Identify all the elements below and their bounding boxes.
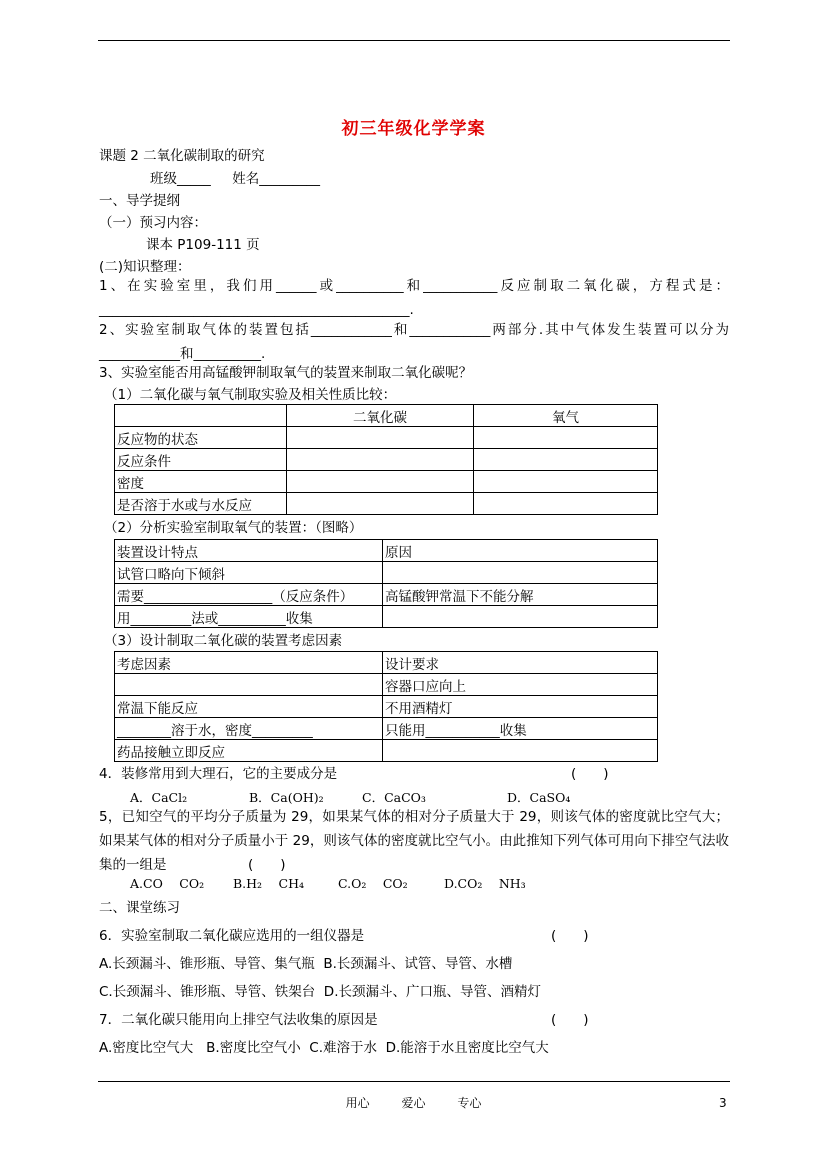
table-cell: 需要___________________（反应条件） bbox=[115, 584, 383, 606]
table-row bbox=[115, 718, 658, 740]
footer-word: 爱心 bbox=[401, 1096, 426, 1110]
table-cell bbox=[474, 493, 658, 515]
table-cell bbox=[383, 562, 658, 584]
table-cell bbox=[383, 606, 658, 628]
table-cell: 原因 bbox=[383, 540, 658, 562]
table-cell: 考虑因素 bbox=[115, 652, 383, 674]
table-cell bbox=[474, 449, 658, 471]
section-1-heading: 一、导学提纲 bbox=[99, 193, 180, 209]
question-4-option-d: D．CaSO₄ bbox=[507, 790, 571, 805]
table-cell: 药品接触立即反应 bbox=[115, 740, 383, 762]
table-cell: 反应条件 bbox=[115, 449, 287, 471]
sub-heading-1: （1）二氧化碳与氧气制取实验及相关性质比较： bbox=[104, 387, 397, 403]
topic-line: 课题 2 二氧化碳制取的研究 bbox=[99, 148, 265, 164]
page-number: 3 bbox=[719, 1096, 727, 1110]
question-4-option-a: A．CaCl₂ bbox=[130, 790, 188, 805]
table-cell: 反应物的状态 bbox=[115, 427, 287, 449]
footer-word: 用心 bbox=[345, 1096, 370, 1110]
table-cell bbox=[115, 674, 383, 696]
question-4-option-c: C．CaCO₃ bbox=[362, 790, 426, 805]
table-cell: 用_________法或__________收集 bbox=[115, 606, 383, 628]
question-5-option-b: B.H₂ CH₄ bbox=[233, 876, 305, 891]
table-header-o2: 氧气 bbox=[474, 405, 658, 427]
section-2-heading: 二、课堂练习 bbox=[99, 900, 180, 916]
question-1: 1、在实验室里，我们用______或__________和___________反应制取二氧化碳，方程式是：______________________________________________. bbox=[99, 278, 729, 318]
table-cell: 装置设计特点 bbox=[115, 540, 383, 562]
question-2: 2、实验室制取气体的装置包括____________和____________两部分.其中气体发生装置可以分为____________和__________. bbox=[99, 322, 729, 362]
table-row bbox=[115, 740, 658, 762]
table-row bbox=[115, 405, 658, 427]
question-5-option-c: C.O₂ CO₂ bbox=[338, 876, 408, 891]
table-cell bbox=[383, 740, 658, 762]
question-6-options-ab: A.长颈漏斗、锥形瓶、导管、集气瓶 B.长颈漏斗、试管、导管、水槽 bbox=[99, 956, 513, 972]
question-5-option-a: A.CO CO₂ bbox=[130, 876, 205, 891]
knowledge-heading: (二)知识整理： bbox=[99, 259, 191, 275]
table-cell: 设计要求 bbox=[383, 652, 658, 674]
question-5-option-d: D.CO₂ NH₃ bbox=[444, 876, 526, 891]
question-3: 3、实验室能否用高锰酸钾制取氧气的装置来制取二氧化碳呢？ bbox=[99, 365, 473, 381]
question-6-options-cd: C.长颈漏斗、锥形瓶、导管、铁架台 D.长颈漏斗、广口瓶、导管、酒精灯 bbox=[99, 984, 541, 1000]
table-row bbox=[115, 427, 658, 449]
table-row bbox=[115, 652, 658, 674]
footer-rule bbox=[98, 1081, 730, 1082]
table-row bbox=[115, 471, 658, 493]
table-cell: 试管口略向下倾斜 bbox=[115, 562, 383, 584]
table-row bbox=[115, 493, 658, 515]
table-row bbox=[115, 674, 658, 696]
footer-word: 专心 bbox=[457, 1096, 482, 1110]
oxygen-apparatus-table bbox=[114, 539, 658, 628]
table-cell: 是否溶于水或与水反应 bbox=[115, 493, 287, 515]
comparison-table bbox=[114, 404, 658, 515]
table-row bbox=[115, 562, 658, 584]
table-cell bbox=[287, 493, 474, 515]
table-row bbox=[115, 540, 658, 562]
table-cell: 不用酒精灯 bbox=[383, 696, 658, 718]
table-cell bbox=[287, 471, 474, 493]
table-cell bbox=[474, 427, 658, 449]
table-cell bbox=[287, 427, 474, 449]
question-6-answer-paren: ( ) bbox=[551, 928, 589, 944]
table-cell: 密度 bbox=[115, 471, 287, 493]
table-row bbox=[115, 696, 658, 718]
question-4-answer-paren: ( ) bbox=[571, 766, 609, 782]
question-7: 7．二氧化碳只能用向上排空气法收集的原因是 bbox=[99, 1012, 378, 1028]
class-name-line: 班级_____ 姓名_________ bbox=[150, 171, 320, 187]
table-row bbox=[115, 606, 658, 628]
preview-pages: 课本 P109-111 页 bbox=[146, 237, 260, 253]
table-cell bbox=[287, 449, 474, 471]
question-5: 5，已知空气的平均分子质量为 29，如果某气体的相对分子质量大于 29，则该气体的密度就比空气大；如果某气体的相对分子质量小于 29，则该气体的密度就比空气小。由此推知下列气体可用向下排空气法收集的一组是 ( ) bbox=[99, 809, 729, 873]
question-4: 4．装修常用到大理石，它的主要成分是 bbox=[99, 766, 338, 782]
question-7-options: A.密度比空气大 B.密度比空气小 C.难溶于水 D.能溶于水且密度比空气大 bbox=[99, 1040, 549, 1056]
co2-design-table bbox=[114, 651, 658, 762]
page-title: 初三年级化学学案 bbox=[341, 119, 486, 139]
table-cell: 只能用___________收集 bbox=[383, 718, 658, 740]
sub-heading-3: （3）设计制取二氧化碳的装置考虑因素 bbox=[104, 633, 343, 649]
table-cell: 常温下能反应 bbox=[115, 696, 383, 718]
question-6: 6．实验室制取二氧化碳应选用的一组仪器是 bbox=[99, 928, 365, 944]
question-7-answer-paren: ( ) bbox=[551, 1012, 589, 1028]
table-row bbox=[115, 584, 658, 606]
table-cell bbox=[474, 471, 658, 493]
table-cell: 高锰酸钾常温下不能分解 bbox=[383, 584, 658, 606]
footer bbox=[0, 1094, 827, 1111]
table-cell: ________溶于水，密度_________ bbox=[115, 718, 383, 740]
table-cell: 容器口应向上 bbox=[383, 674, 658, 696]
table-header-co2: 二氧化碳 bbox=[287, 405, 474, 427]
header-rule bbox=[98, 40, 730, 41]
table-row bbox=[115, 449, 658, 471]
sub-heading-2: （2）分析实验室制取氧气的装置：（图略） bbox=[104, 520, 363, 536]
table-cell bbox=[115, 405, 287, 427]
question-4-option-b: B．Ca(OH)₂ bbox=[249, 790, 324, 805]
preview-heading: （一）预习内容： bbox=[99, 215, 207, 231]
